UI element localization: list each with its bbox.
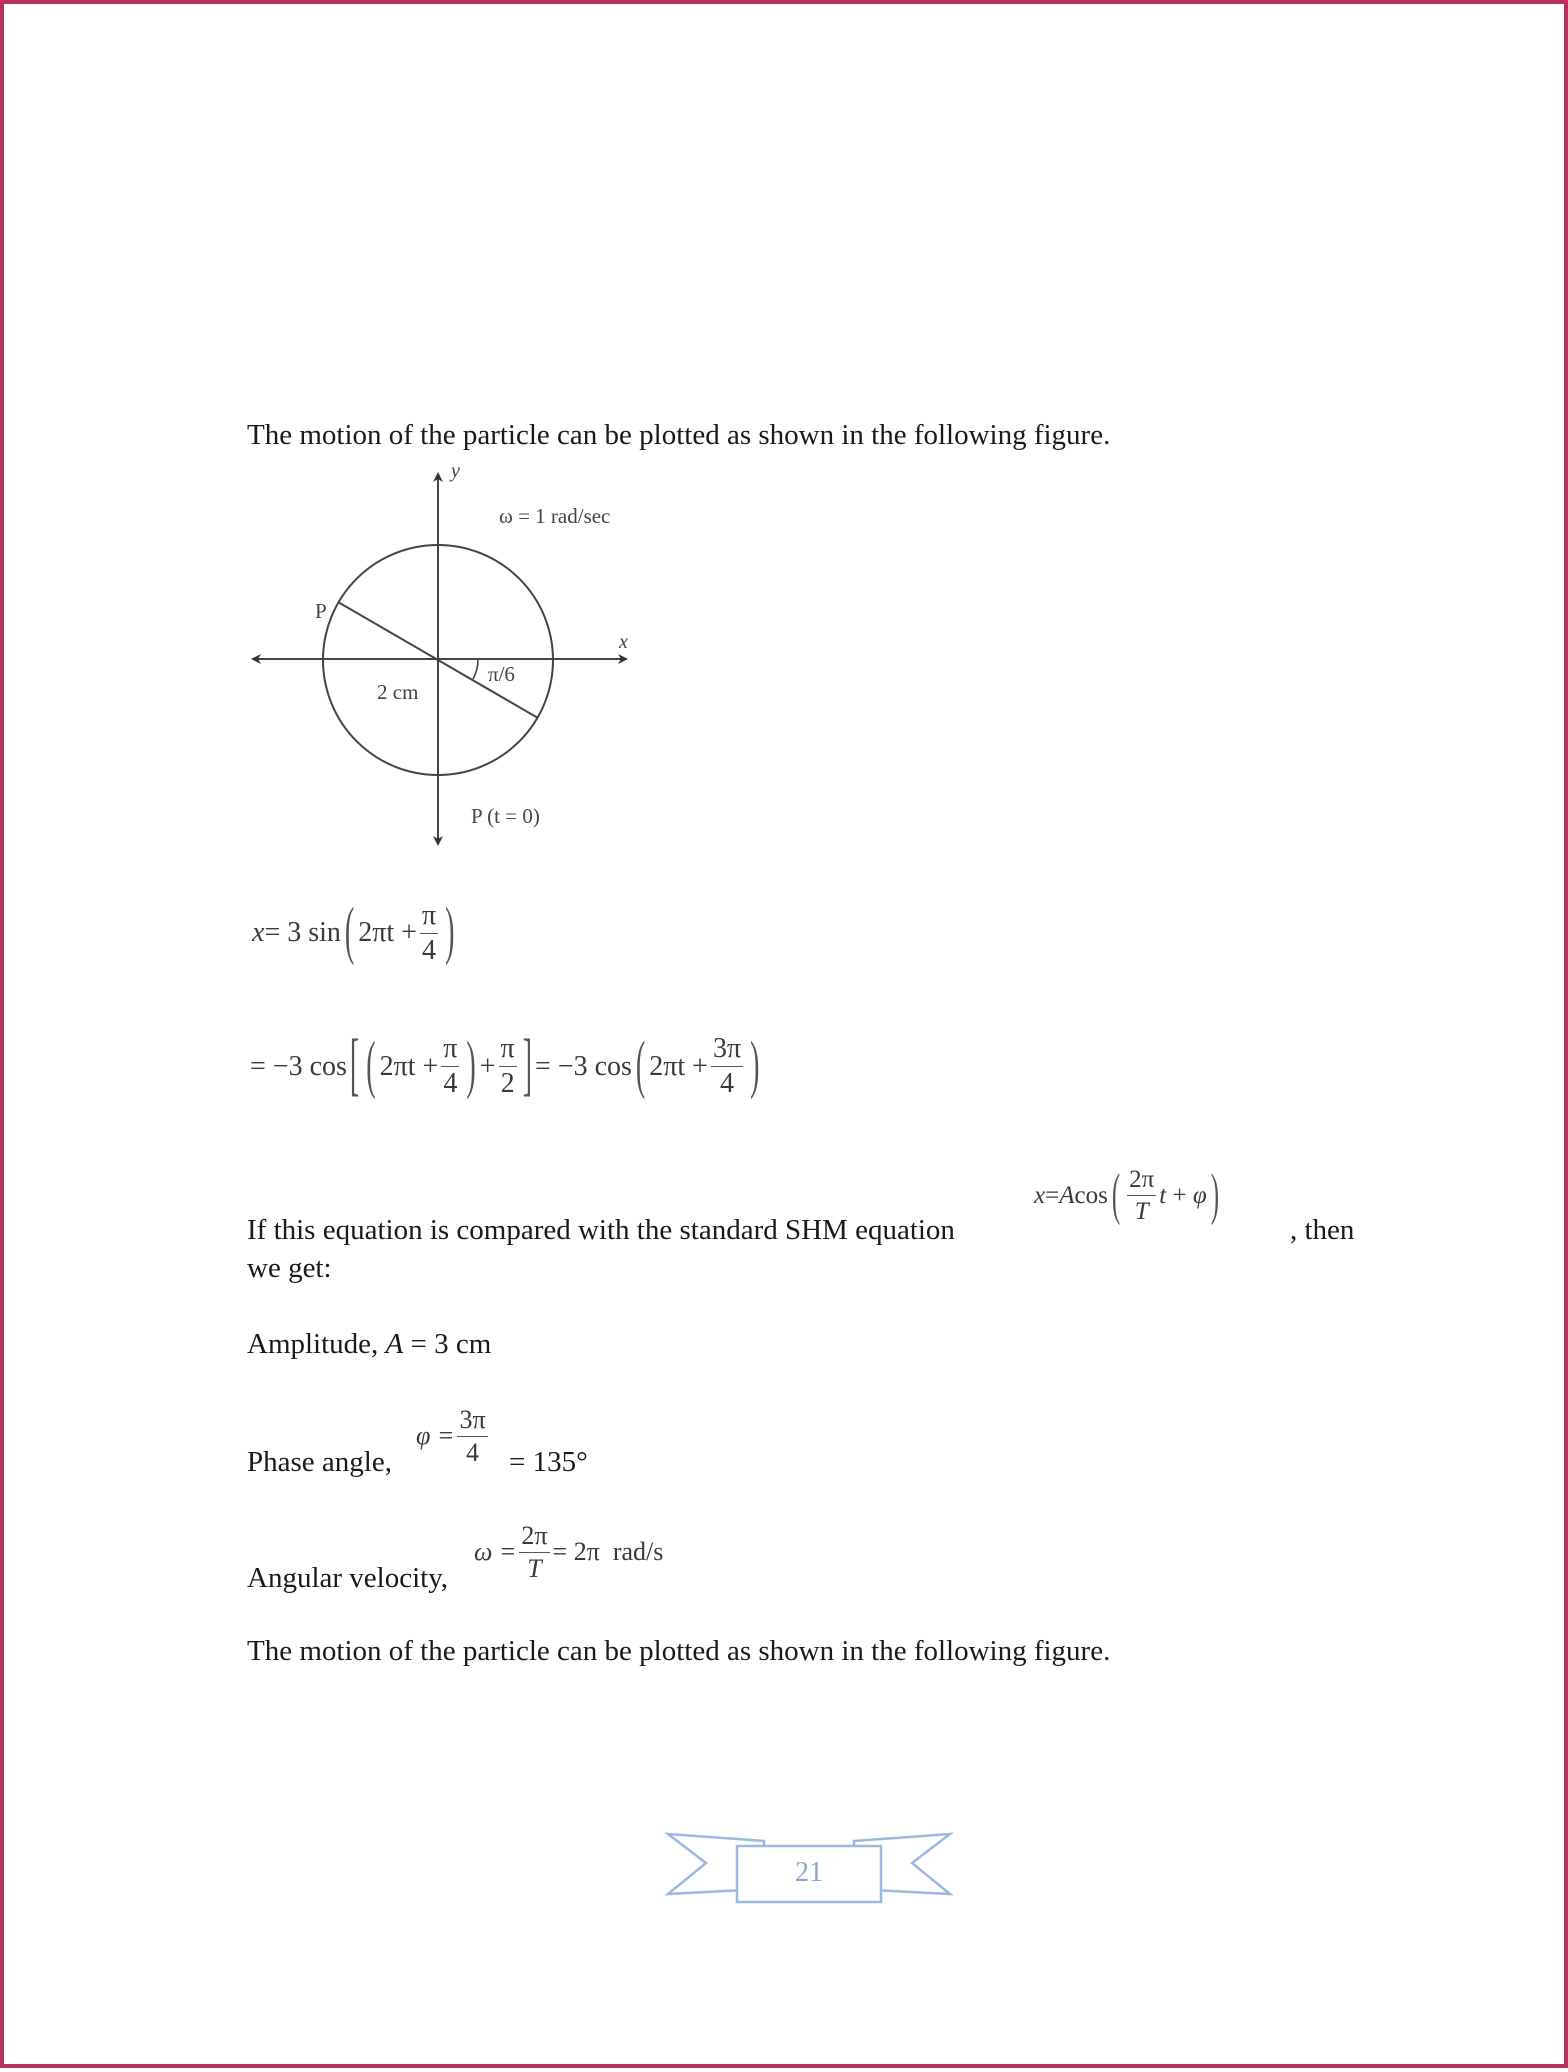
eq2-fraction-3: [711, 1035, 743, 1098]
angle-arc: [473, 659, 478, 679]
omega-fraction: [519, 1520, 549, 1583]
eq2-frac3-den: 4: [720, 1068, 735, 1099]
omega-frac-num: 2π: [519, 1523, 549, 1553]
comparison-text-then: , then: [1290, 1214, 1355, 1246]
omega-label: ω = 1 rad/sec: [499, 504, 611, 528]
close-paren-icon: ): [466, 1029, 476, 1101]
eq2-plus: +: [479, 1050, 496, 1082]
open-bracket-icon: [: [349, 1026, 360, 1104]
circle-motion-diagram: [4, 4, 1568, 2072]
eq2-frac1-num: π: [441, 1035, 459, 1067]
amplitude-symbol: A: [385, 1328, 404, 1360]
close-bracket-icon: ]: [522, 1026, 533, 1104]
angular-velocity-equation: [474, 1512, 663, 1592]
close-paren-icon: ): [445, 896, 455, 968]
open-paren-icon: (: [366, 1029, 376, 1101]
angular-velocity-label: Angular velocity,: [247, 1562, 449, 1594]
shm-standard-equation: [1034, 1159, 1223, 1231]
radius-label: 2 cm: [377, 680, 419, 704]
shm-cos: cos: [1074, 1181, 1108, 1209]
phase-angle-equation: [416, 1396, 491, 1476]
eq1-inner: 2πt +: [358, 917, 417, 948]
angle-label: π/6: [488, 662, 515, 686]
phase-angle-label: Phase angle,: [247, 1446, 392, 1478]
amplitude-label: Amplitude,: [247, 1328, 386, 1360]
open-paren-icon: (: [344, 896, 355, 968]
shm-eq: =: [1045, 1181, 1060, 1209]
eq2-fraction-1: [441, 1035, 459, 1098]
eq2-fraction-2: [499, 1035, 517, 1098]
intro-paragraph: The motion of the particle can be plotted as shown in the following figure.: [247, 419, 1111, 451]
shm-t: t: [1159, 1181, 1167, 1209]
page-number: 21: [795, 1857, 823, 1888]
close-paren-icon: ): [750, 1029, 760, 1101]
eq1-sin: = 3 sin: [264, 917, 341, 948]
eq2-lead: = −3 cos: [250, 1050, 347, 1082]
eq1-fraction: [420, 899, 438, 966]
shm-amplitude: A: [1059, 1181, 1075, 1209]
eq2-frac2-den: 2: [500, 1068, 515, 1099]
x-axis-label: x: [619, 631, 628, 653]
shm-fraction: [1127, 1167, 1156, 1224]
closing-paragraph: The motion of the particle can be plotted as shown in the following figure.: [247, 1635, 1111, 1667]
page-number-banner: [664, 1829, 954, 1909]
shm-plus: +: [1166, 1181, 1193, 1209]
phase-frac-num: 3π: [457, 1407, 487, 1437]
phase-symbol: φ =: [416, 1421, 455, 1450]
shm-lhs: x: [1034, 1181, 1046, 1209]
equation-1: [252, 898, 458, 968]
eq2-eq: = −3 cos: [535, 1050, 632, 1082]
close-paren-icon: ): [1210, 1163, 1220, 1227]
open-paren-icon: (: [1111, 1163, 1121, 1227]
diagram-graphics: [4, 4, 1568, 2072]
eq2-inner: 2πt +: [379, 1050, 439, 1082]
eq1-lhs: x: [252, 917, 265, 948]
shm-phi: φ: [1192, 1181, 1207, 1209]
open-paren-icon: (: [635, 1029, 646, 1101]
eq2-frac2-num: π: [499, 1035, 517, 1067]
amplitude-value: = 3 cm: [403, 1328, 492, 1360]
eq1-frac-den: 4: [422, 934, 437, 966]
omega-frac-den: T: [527, 1553, 542, 1583]
shm-frac-num: 2π: [1127, 1167, 1156, 1196]
comparison-text-wrap: we get:: [247, 1252, 332, 1284]
equation-2: [250, 1026, 763, 1104]
point-p-label: P: [315, 599, 327, 623]
omega-symbol: ω =: [474, 1537, 517, 1566]
y-axis-label: y: [451, 460, 460, 482]
shm-frac-den: T: [1134, 1197, 1149, 1225]
phase-frac-den: 4: [466, 1437, 479, 1467]
comparison-text: If this equation is compared with the standard SHM equation: [247, 1214, 955, 1246]
eq2-inner2: 2πt +: [649, 1050, 708, 1082]
phase-fraction: [457, 1404, 487, 1467]
initial-point-label: P (t = 0): [471, 804, 540, 828]
amplitude-line: [247, 1330, 491, 1359]
omega-result: = 2π rad/s: [552, 1537, 664, 1566]
eq1-frac-num: π: [420, 902, 438, 934]
eq2-frac3-num: 3π: [711, 1035, 743, 1067]
phase-angle-result: = 135°: [509, 1446, 588, 1478]
eq2-frac1-den: 4: [443, 1068, 458, 1099]
